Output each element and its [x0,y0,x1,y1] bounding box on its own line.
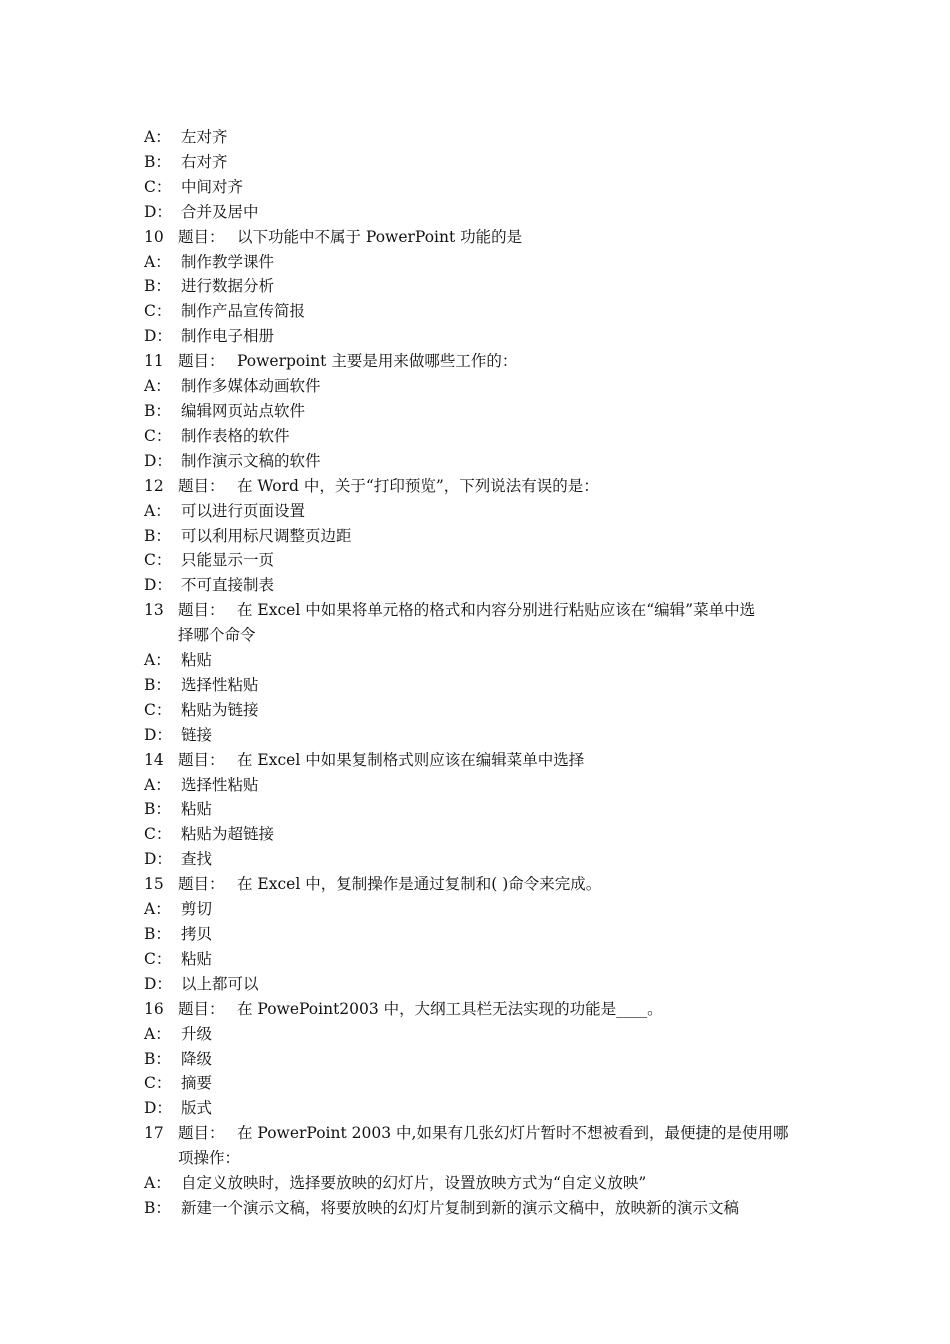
question-block [144,474,814,499]
question-text: 在 Excel 中如果将单元格的格式和内容分别进行粘贴应该在“编辑”菜单中选 [237,601,756,620]
option-text: 编辑网页站点软件 [181,401,306,420]
question-block [144,872,814,897]
answer-option [144,399,814,424]
option-text: 不可直接制表 [181,576,275,595]
option-letter: D： [144,850,172,869]
question-number: 15 [144,875,164,894]
answer-option [144,1096,814,1121]
option-letter: D： [144,725,172,744]
question-number: 12 [144,476,164,495]
option-letter: C： [144,177,172,196]
answer-option [144,673,814,698]
option-letter: C： [144,426,172,445]
answer-option [144,1196,814,1221]
option-letter: C： [144,825,172,844]
question-text: Powerpoint 主要是用来做哪些工作的： [237,352,518,371]
option-text: 选择性粘贴 [181,775,259,794]
question-text: 以下功能中不属于 PowerPoint 功能的是 [237,227,523,246]
question-text-continued: 项操作： [178,1149,241,1168]
answer-option [144,524,814,549]
option-text: 制作产品宣传简报 [181,302,306,321]
question-text: 在 Excel 中如果复制格式则应该在编辑菜单中选择 [237,750,585,769]
answer-option [144,324,814,349]
option-letter: B： [144,526,171,545]
option-text: 可以利用标尺调整页边距 [181,526,352,545]
option-letter: A： [144,651,171,670]
answer-option [144,922,814,947]
answer-option [144,947,814,972]
option-letter: B： [144,800,171,819]
option-letter: A： [144,501,171,520]
option-text: 中间对齐 [181,177,244,196]
option-text: 制作演示文稿的软件 [181,451,321,470]
answer-option [144,773,814,798]
question-block [144,349,814,374]
answer-option [144,299,814,324]
question-line [144,997,814,1022]
option-letter: D： [144,1099,172,1118]
answer-option [144,175,814,200]
option-letter: B： [144,925,171,943]
question-text: 在 PowerPoint 2003 中,如果有几张幻灯片暂时不想被看到，最便捷的是使用哪 [237,1124,789,1143]
answer-option [144,274,814,299]
question-text: 在 PowePoint2003 中，大纲工具栏无法实现的功能是____。 [237,999,663,1018]
question-label: 题目： [178,750,225,769]
answer-option [144,847,814,872]
answer-option [144,499,814,524]
option-text: 新建一个演示文稿，将要放映的幻灯片复制到新的演示文稿中，放映新的演示文稿 [181,1198,740,1217]
option-letter: D： [144,576,172,595]
option-text: 只能显示一页 [181,551,275,570]
option-text: 升级 [181,1024,213,1043]
answer-option [144,1071,814,1096]
answer-option [144,200,814,225]
option-text: 选择性粘贴 [181,675,259,694]
option-text: 降级 [181,1049,213,1068]
answer-option [144,449,814,474]
question-number: 17 [144,1124,164,1143]
question-label: 题目： [178,601,225,620]
question-list [144,125,814,1221]
option-text: 左对齐 [181,128,228,146]
question-text: 在 Excel 中，复制操作是通过复制和( )命令来完成。 [237,875,602,894]
option-letter: C： [144,949,172,968]
option-text: 查找 [181,850,213,869]
option-text: 粘贴 [181,800,213,819]
option-text: 可以进行页面设置 [181,501,306,520]
option-letter: C： [144,302,172,321]
option-text: 右对齐 [181,152,228,171]
question-line [144,598,814,623]
option-letter: A： [144,252,171,271]
answer-option [144,698,814,723]
answer-option [144,897,814,922]
answer-option [144,374,814,399]
option-letter: B： [144,152,171,171]
option-letter: A： [144,900,171,919]
option-text: 进行数据分析 [181,277,275,296]
option-letter: B： [144,1049,171,1068]
question-line [144,474,814,499]
question-line [144,225,814,250]
option-text: 剪切 [181,900,213,919]
option-text: 制作教学课件 [181,252,275,271]
answer-option [144,648,814,673]
question-label: 题目： [178,352,225,371]
answer-option [144,1171,814,1196]
option-text: 自定义放映时，选择要放映的幻灯片，设置放映方式为“自定义放映” [181,1174,647,1193]
option-text: 拷贝 [181,925,213,943]
option-letter: A： [144,1174,171,1193]
question-label: 题目： [178,227,225,246]
option-letter: B： [144,277,171,296]
option-text: 粘贴为链接 [181,700,259,719]
option-letter: B： [144,1198,171,1217]
question-number: 14 [144,750,164,769]
answer-option [144,424,814,449]
question-label: 题目： [178,999,225,1018]
option-text: 版式 [181,1099,213,1118]
option-text: 链接 [181,725,213,744]
option-text: 粘贴为超链接 [181,825,275,844]
question-label: 题目： [178,875,225,894]
question-line [144,349,814,374]
answer-option [144,1022,814,1047]
answer-option [144,822,814,847]
question-block [144,997,814,1022]
question-number: 10 [144,227,164,246]
option-text: 合并及居中 [181,202,259,221]
question-line [144,872,814,897]
question-text: 在 Word 中，关于“打印预览”，下列说法有误的是： [237,476,599,495]
question-block [144,748,814,773]
option-letter: D： [144,327,172,346]
question-block [144,225,814,250]
question-line [144,1121,814,1146]
option-letter: D： [144,202,172,221]
option-letter: B： [144,401,171,420]
option-text: 粘贴 [181,949,213,968]
option-text: 制作多媒体动画软件 [181,377,321,396]
option-text: 以上都可以 [181,974,259,993]
answer-option [144,1047,814,1072]
question-line [144,748,814,773]
option-letter: C： [144,1074,172,1093]
option-letter: C： [144,700,172,719]
answer-option [144,723,814,748]
question-number: 11 [144,352,164,371]
option-letter: A： [144,1024,171,1043]
question-block [144,598,814,648]
option-letter: A： [144,775,171,794]
question-label: 题目： [178,476,225,495]
question-number: 16 [144,999,164,1018]
answer-option [144,548,814,573]
option-letter: A： [144,377,171,396]
answer-option [144,150,814,175]
option-text: 制作电子相册 [181,327,275,346]
answer-option [144,573,814,598]
question-text-continued: 择哪个命令 [178,626,256,645]
option-letter: C： [144,551,172,570]
option-text: 摘要 [181,1074,213,1093]
answer-option [144,972,814,997]
question-number: 13 [144,601,164,620]
option-letter: D： [144,974,172,993]
option-letter: A： [144,128,171,146]
option-letter: D： [144,451,172,470]
answer-option [144,250,814,275]
question-block [144,1121,814,1171]
option-letter: B： [144,675,171,694]
question-label: 题目： [178,1124,225,1143]
option-text: 制作表格的软件 [181,426,290,445]
answer-option [144,125,814,150]
answer-option [144,797,814,822]
option-text: 粘贴 [181,651,213,670]
